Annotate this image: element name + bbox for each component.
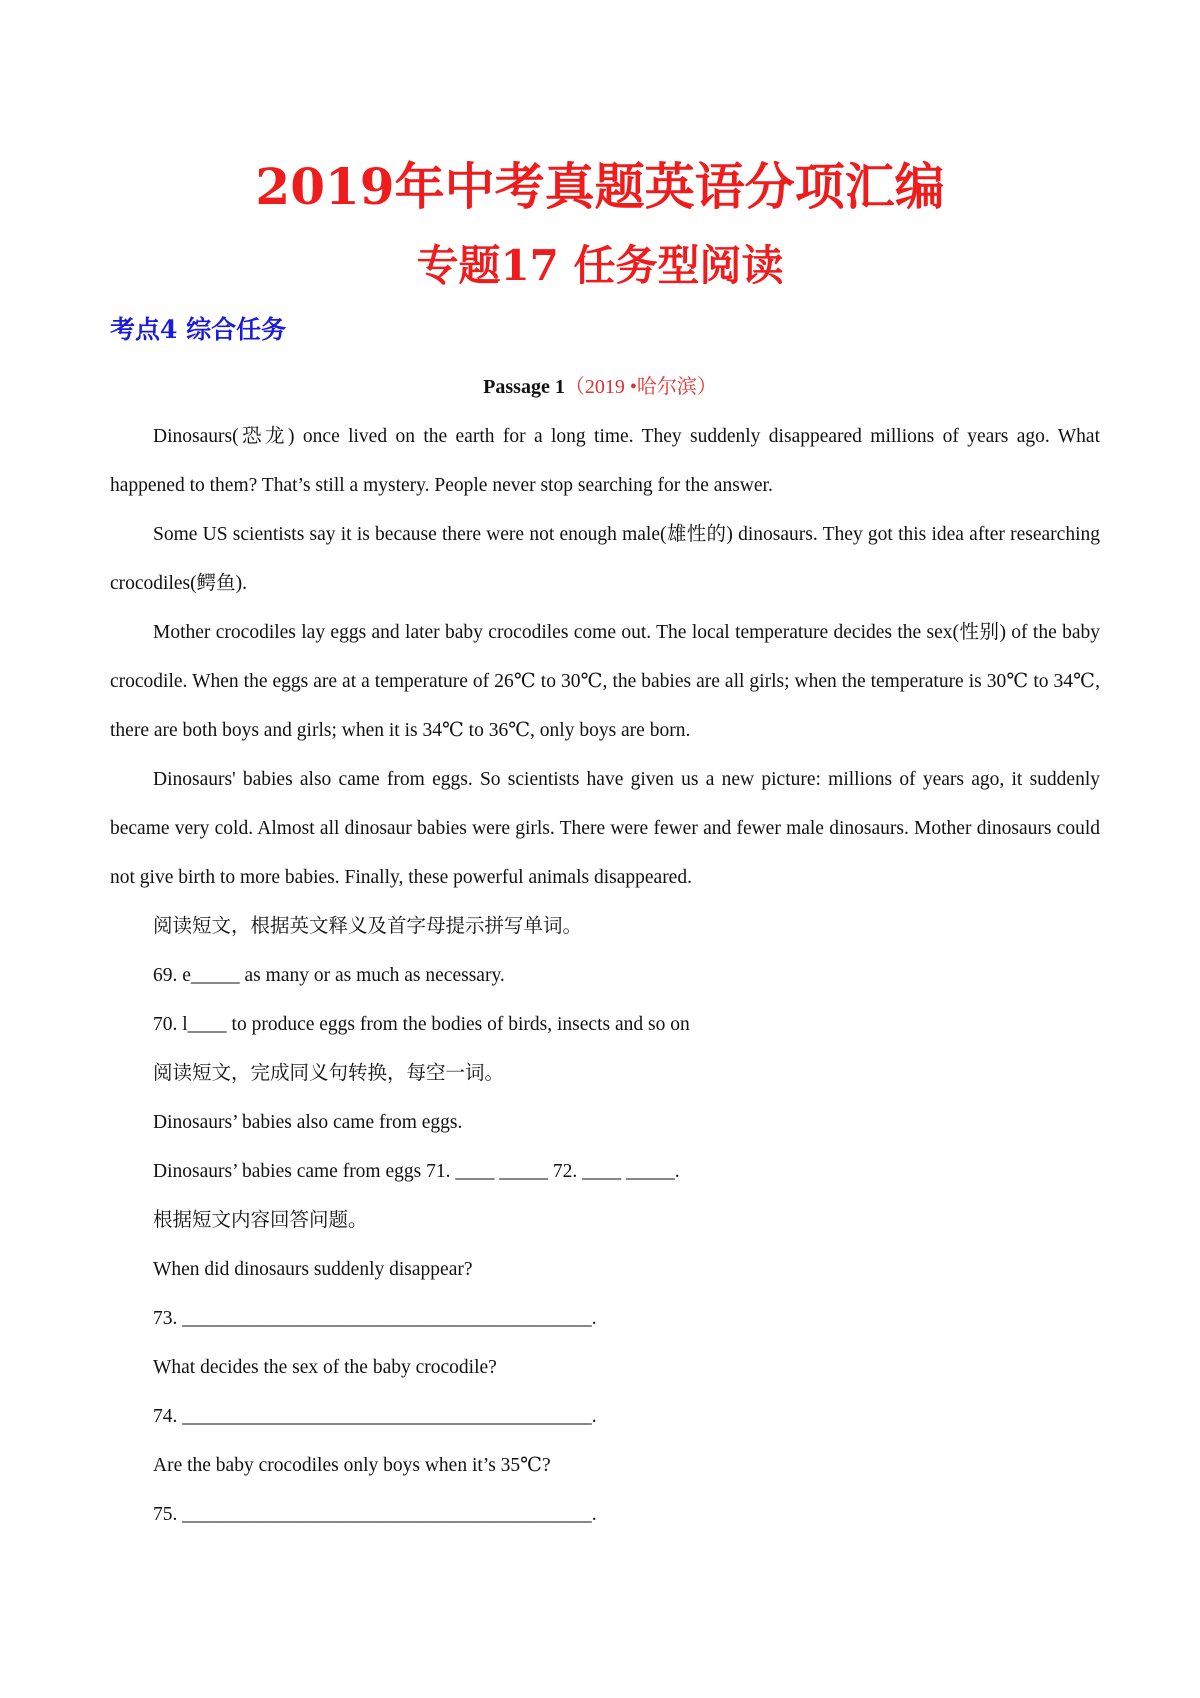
paragraph-3: Mother crocodiles lay eggs and later baby crocodiles come out. The local temperature decides the sex(性别) of the baby crocodile. When the eggs are at a temperature of 26℃ to 30℃, the babies are all girls; when the temperature is 30℃ to 34℃, there are both boys and girls; when it is 34℃ to 36℃, only boys are born. [110,622,1100,741]
task2-rewrite-sentence: Dinosaurs’ babies came from eggs 71. ____ _____ 72. ____ _____. [153,1161,680,1182]
passage-body [110,412,1100,1539]
question-70: 70. l____ to produce eggs from the bodies of birds, insects and so on [153,1014,690,1035]
passage-label: Passage 1 [483,376,565,398]
task1-instruction: 阅读短文，根据英文释义及首字母提示拼写单词。 [153,916,583,937]
question-75: Are the baby crocodiles only boys when it’s 35℃? [153,1455,551,1476]
answer-line-74: 74. __________________________________________. [153,1406,597,1427]
question-73: When did dinosaurs suddenly disappear? [153,1259,473,1280]
answer-line-75: 75. __________________________________________. [153,1504,597,1525]
task2-instruction: 阅读短文，完成同义句转换，每空一词。 [153,1063,505,1084]
passage-header [0,372,1200,402]
task3-instruction: 根据短文内容回答问题。 [153,1210,368,1231]
paragraph-2: Some US scientists say it is because there were not enough male(雄性的) dinosaurs. They got this idea after researching crocodiles(鳄鱼). [110,524,1100,594]
passage-source: （2019 •哈尔滨） [564,376,717,398]
section-heading: 考点4 综合任务 [110,315,287,344]
task2-original-sentence: Dinosaurs’ babies also came from eggs. [153,1112,463,1133]
question-69: 69. e_____ as many or as much as necessary. [153,965,505,986]
paragraph-1: Dinosaurs(恐龙) once lived on the earth for a long time. They suddenly disappeared millions of years ago. What happened to them? That’s still a mystery. People never stop searching for the answer. [110,426,1100,496]
document-subtitle: 专题17 任务型阅读 [416,241,784,290]
paragraph-4: Dinosaurs' babies also came from eggs. So scientists have given us a new picture: millions of years ago, it suddenly became very cold. Almost all dinosaur babies were girls. There were fewer and fewer male dinosaurs. Mother dinosaurs could not give birth to more babies. Finally, these powerful animals disappeared. [110,769,1100,888]
document-title: 2019年中考真题英语分项汇编 [255,157,945,216]
question-74: What decides the sex of the baby crocodile? [153,1357,497,1378]
answer-line-73: 73. __________________________________________. [153,1308,597,1329]
